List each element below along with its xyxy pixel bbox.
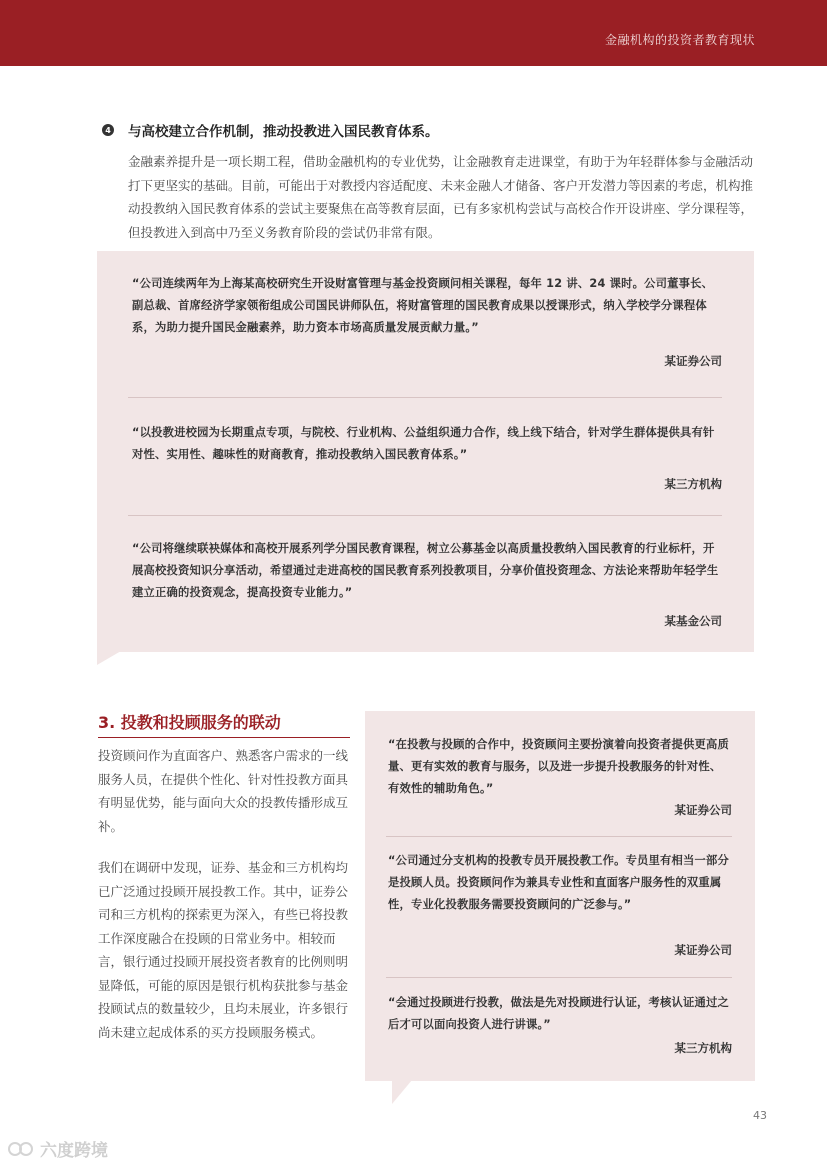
quote-item	[132, 538, 722, 638]
quote-item	[388, 850, 732, 960]
page-header-band	[0, 0, 827, 66]
section-3-title: 3. 投教和投顾服务的联动	[98, 713, 281, 732]
quote-source: 某三方机构	[664, 477, 722, 491]
watermark	[8, 1136, 108, 1161]
quote-box-top-tail	[97, 651, 121, 665]
quote-item	[132, 273, 722, 373]
quote-text: “公司将继续联袂媒体和高校开展系列学分国民教育课程，树立公募基金以高质量投教纳入国民教育的行业标杆，开展高校投资知识分享活动，希望通过走进高校的国民教育系列投教项目，分享价值投资理念、方法论来帮助年轻学生建立正确的投资观念，提高投资专业能力。”	[132, 542, 719, 599]
quote-item	[388, 734, 732, 824]
quote-divider	[128, 515, 722, 516]
quote-text: “在投教与投顾的合作中，投资顾问主要扮演着向投资者提供更高质量、更有实效的教育与服务，以及进一步提升投教服务的针对性、有效性的辅助角色。”	[388, 738, 730, 795]
quote-source: 某证券公司	[674, 803, 732, 817]
quote-source: 某基金公司	[664, 614, 722, 628]
quote-source: 某三方机构	[674, 1041, 732, 1055]
quote-source: 某证券公司	[664, 354, 722, 368]
quote-divider	[386, 836, 732, 837]
section-4-heading: 与高校建立合作机制，推动投教进入国民教育体系。	[128, 124, 439, 140]
section-4-heading-row	[102, 120, 754, 140]
section-4-body: 金融素养提升是一项长期工程，借助金融机构的专业优势，让金融教育走进课堂，有助于为年轻群体参与金融活动打下更坚实的基础。目前，可能出于对教授内容适配度、未来金融人才储备、客户开发潜力等因素的考虑，机构推动投教纳入国民教育体系的尝试主要聚焦在高等教育层面，已有多家机构尝试与高校合作开设讲座、学分课程等，但投教进入到高中乃至义务教育阶段的尝试仍非常有限。	[128, 154, 754, 240]
quote-text: “会通过投顾进行投教，做法是先对投顾进行认证，考核认证通过之后才可以面向投资人进行讲课。”	[388, 996, 730, 1031]
quote-text: “公司连续两年为上海某高校研究生开设财富管理与基金投资顾问相关课程，每年 12 讲、24 课时。公司董事长、副总裁、首席经济学家领衔组成公司国民讲师队伍，将财富管理的国民教育成果以授课形式，纳入学校学分课程体系，为助力提升国民金融素养，助力资本市场高质量发展贡献力量。”	[132, 277, 714, 334]
quote-text: “以投教进校园为长期重点专项，与院校、行业机构、公益组织通力合作，线上线下结合，针对学生群体提供具有针对性、实用性、趣味性的财商教育，推动投教纳入国民教育体系。”	[132, 426, 715, 461]
page-number: 43	[753, 1109, 767, 1122]
quote-text: “公司通过分支机构的投教专员开展投教工作。专员里有相当一部分是投顾人员。投资顾问作为兼具专业性和直面客户服务性的双重属性，专业化投教服务需要投资顾问的广泛参与。”	[388, 854, 730, 911]
section-3-paragraph-2: 我们在调研中发现，证券、基金和三方机构均已广泛通过投顾开展投教工作。其中，证券公司和三方机构的探索更为深入，有些已将投教工作深度融合在投顾的日常业务中。相较而言，银行通过投顾开展投资者教育的比例则明显降低，可能的原因是银行机构获批参与基金投顾试点的数量较少，且均未展业，许多银行尚未建立起成体系的买方投顾服务模式。	[98, 860, 349, 1040]
section-3-rule	[98, 737, 350, 738]
section-4	[102, 120, 754, 244]
number-bullet: 4	[102, 124, 114, 136]
watermark-text: 六度跨境	[40, 1141, 108, 1161]
quote-divider	[386, 977, 732, 978]
quote-divider	[128, 397, 722, 398]
section-3-paragraph-1: 投资顾问作为直面客户、熟悉客户需求的一线服务人员，在提供个性化、针对性投教方面具有明显优势，能与面向大众的投教传播形成互补。	[98, 748, 349, 834]
watermark-logo-icon	[8, 1140, 34, 1158]
quote-item	[388, 992, 732, 1062]
quote-source: 某证券公司	[674, 943, 732, 957]
quote-item	[132, 422, 722, 502]
quote-box-bottom-tail	[392, 1080, 412, 1104]
header-title: 金融机构的投资者教育现状	[604, 33, 755, 47]
